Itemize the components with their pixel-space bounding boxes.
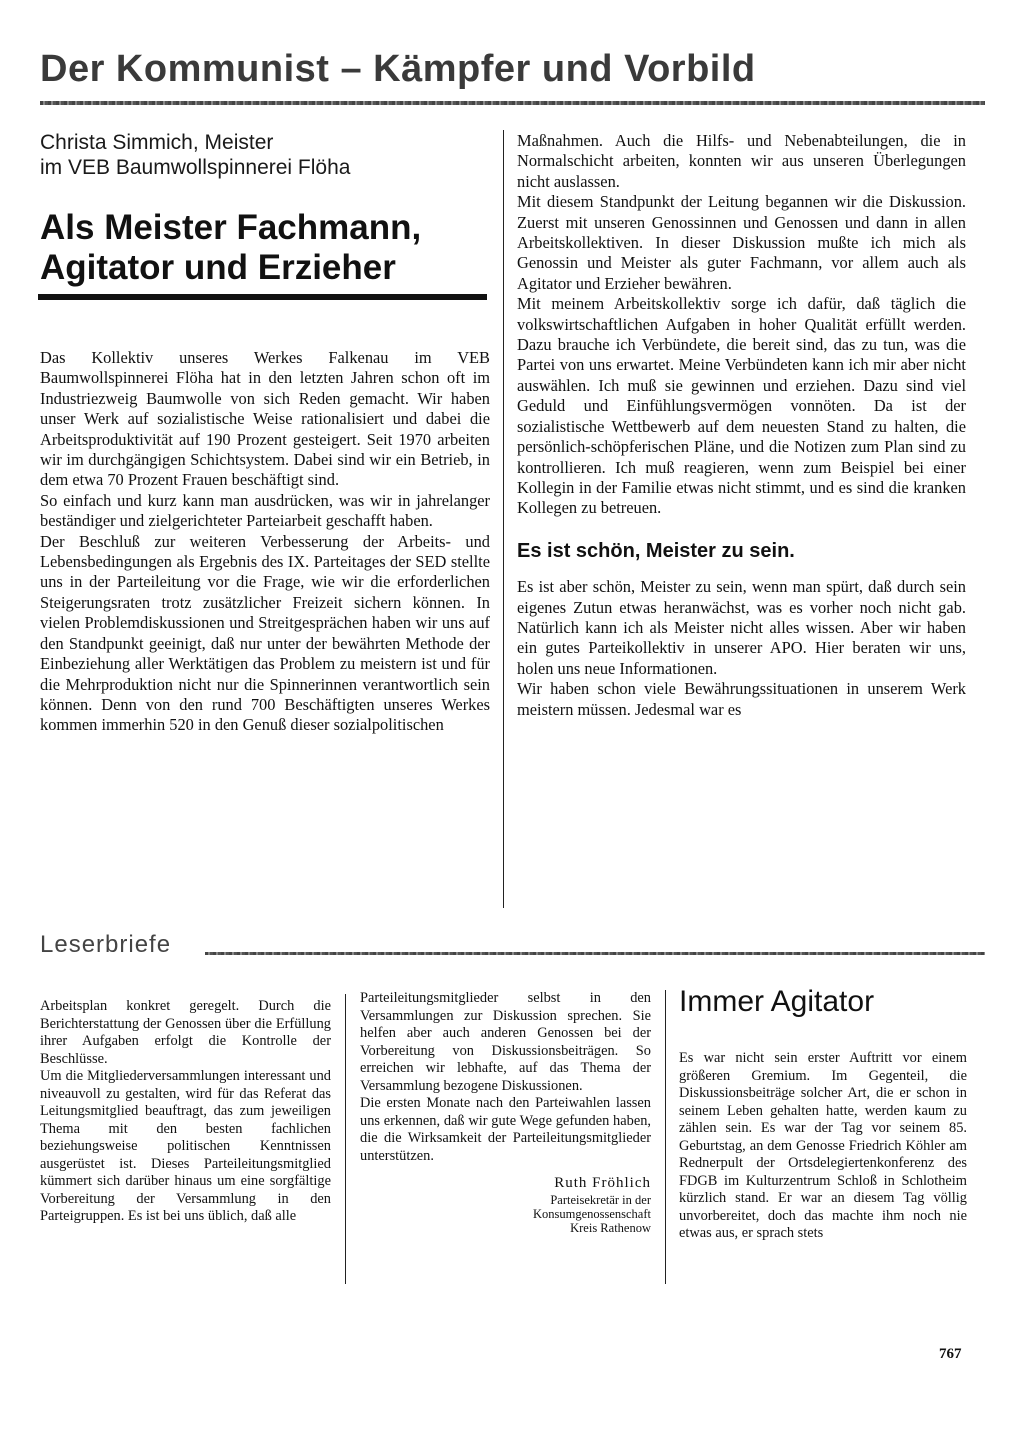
signature-role: Parteisekretär in der <box>550 1192 651 1207</box>
paragraph: Es war nicht sein erster Auftritt vor einem größeren Gremium. Im Gegenteil, die Diskussionsbeiträge solcher Art, die er schon in seinem Leben gehalten hatte, werden kaum zu zählen sein. Es war der Tag vor seinem 85. Geburtstag, an dem Genosse Friedrich Köhler am Rednerpult der Ortsdelegiertenkonferenz des FDGB im Kulturzentrum Schloß in Schlotheim kürzlich stand. Er war an diesem Tag völlig unvorbereitet, doch das machte ihm noch nie etwas aus, er sprach stets <box>679 1050 967 1241</box>
section-label-leserbriefe: Leserbriefe <box>40 931 172 958</box>
letters-column-3 <box>679 1050 967 1243</box>
letters-column-1 <box>40 998 331 1226</box>
paragraph: Mit meinem Arbeitskollektiv sorge ich dafür, daß täglich die volkswirtschaftlichen Aufgaben in hoher Qualität erfüllt werden. Dazu brauche ich Verbündete, die bereit sind, das zu tun, was die Partei von uns erwartet. Meine Verbündeten kann ich mir aber nicht auswählen. Ich muß sie gewinnen und erziehen. Dazu sind viel Geduld und Einfühlungsvermögen vonnöten. Da ist der sozialistische Wettbewerb auf dem neuesten Stand zu halten, die persönlich-schöpferischen Pläne, und die Notizen zum Plan sind zu kontrollieren. Ich muß reagieren, wenn zum Beispiel bei einer Kollegin in der Familie etwas nicht stimmt, und es sind die kranken Kollegen zu betreuen. <box>517 294 966 518</box>
paragraph: Der Beschluß zur weiteren Verbesserung der Arbeits- und Lebensbedingungen als Ergebnis des IX. Parteitages der SED stellte uns in der Parteileitung vor die Frage, wie wir die erforderlichen Steigerungsraten trotz zusätzlicher Freizeit sichern können. In vielen Problemdiskussionen und Streitgesprächen haben wir uns auf den Standpunkt geeinigt, daß nur unter der bewährten Methode der Einbeziehung aller Werktätigen das Problem zu meistern ist und für die Mehrproduktion nicht nur die Spinnerinnen verantwortlich sein können. Denn von den rund 700 Beschäftigten unseres Werkes kommen immerhin 520 in den Genuß dieser sozialpolitischen <box>40 531 490 735</box>
author-byline <box>40 130 480 180</box>
author-name: Christa Simmich, Meister <box>40 131 274 154</box>
column-divider <box>345 994 346 1284</box>
author-affiliation: im VEB Baumwollspinnerei Flöha <box>40 156 351 179</box>
headline-rule <box>38 294 487 300</box>
paragraph: Arbeitsplan konkret geregelt. Durch die Berichterstattung der Genossen über die Erfüllung ihrer Aufgaben erfolgt die Kontrolle der Beschlüsse. <box>40 998 331 1067</box>
page-number: 767 <box>939 1346 962 1362</box>
article-column-1 <box>40 348 490 736</box>
page-header-title: Der Kommunist – Kämpfer und Vorbild <box>40 48 756 90</box>
paragraph: So einfach und kurz kann man ausdrücken, was wir in jahrelanger beständiger und zielgerichteter Parteiarbeit geschafft haben. <box>40 490 490 531</box>
paragraph: Parteileitungsmitglieder selbst in den Versammlungen zur Diskussion sprechen. Sie helfen aber auch anderen Genossen bei der Vorbereitung von Diskussionsbeiträgen. So erreichen wir lebhafte, auf das Thema der Versammlung bezogene Diskussionen. <box>360 990 651 1094</box>
section-rule <box>205 952 985 955</box>
column-divider <box>503 130 504 908</box>
paragraph: Um die Mitgliederversammlungen interessant und niveauvoll zu gestalten, wird für das Referat das Leitungsmitglied beauftragt, das zum jeweiligen Thema mit den besten fachlichen beziehungsweise politischen Kenntnissen ausgerüstet ist. Dieses Parteileitungsmitglied kümmert sich darüber hinaus um eine sorgfältige Vorbereitung der Versammlung in den Parteigruppen. Es ist bei uns üblich, daß alle <box>40 1068 331 1224</box>
paragraph: Die ersten Monate nach den Parteiwahlen lassen uns erkennen, daß wir gute Wege gefunden haben, die die Wirksamkeit der Parteileitungsmitglieder unterstützen. <box>360 1095 651 1164</box>
headline-line-1: Als Meister Fachmann, <box>40 208 422 247</box>
paragraph: Maßnahmen. Auch die Hilfs- und Nebenabteilungen, die in Normalschicht arbeiten, konnten wir aus unseren Überlegungen nicht auslassen. <box>517 131 966 191</box>
column-divider <box>665 990 666 1284</box>
paragraph: Wir haben schon viele Bewährungssituationen in unserem Werk meistern müssen. Jedesmal war es <box>517 679 966 719</box>
subheading: Es ist schön, Meister zu sein. <box>517 539 795 562</box>
signature-name: Ruth Fröhlich <box>554 1175 651 1191</box>
letters-column-2 <box>360 990 651 1235</box>
signature-organization: Konsumgenossenschaft <box>532 1206 651 1221</box>
headline-line-2: Agitator und Erzieher <box>40 248 396 287</box>
paragraph: Mit diesem Standpunkt der Leitung begannen wir die Diskussion. Zuerst mit unseren Genossinnen und Genossen und dann in allen Arbeitskollektiven. In dieser Diskussion mußte ich mich als Genossin und Meister als guter Fachmann, vor allem auch als Agitator und Erzieher bewähren. <box>517 192 966 293</box>
article-headline <box>40 208 500 288</box>
letter-headline: Immer Agitator <box>679 985 875 1018</box>
paragraph: Es ist aber schön, Meister zu sein, wenn man spürt, daß durch sein eigenes Zutun etwas heranwächst, was es vorher noch nicht gab. Natürlich kann ich als Meister nicht alles wissen. Aber wir haben ein gutes Parteikollektiv in unserer APO. Hier beraten wir uns, holen uns neue Informationen. <box>517 577 966 678</box>
article-column-2 <box>517 131 966 720</box>
signature-district: Kreis Rathenow <box>570 1220 651 1235</box>
paragraph: Das Kollektiv unseres Werkes Falkenau im VEB Baumwollspinnerei Flöha hat in den letzten Jahren schon oft im Industriezweig Baumwolle von sich Reden gemacht. Wir haben unser Werk auf sozialistische Weise rationalisiert und dabei die Arbeitsproduktivität auf 190 Prozent gesteigert. Seit 1970 arbeiten wir im durchgängigen Schichtsystem. Dabei sind wir ein Betrieb, in dem etwa 70 Prozent Frauen beschäftigt sind. <box>40 348 490 490</box>
header-rule <box>40 101 985 105</box>
